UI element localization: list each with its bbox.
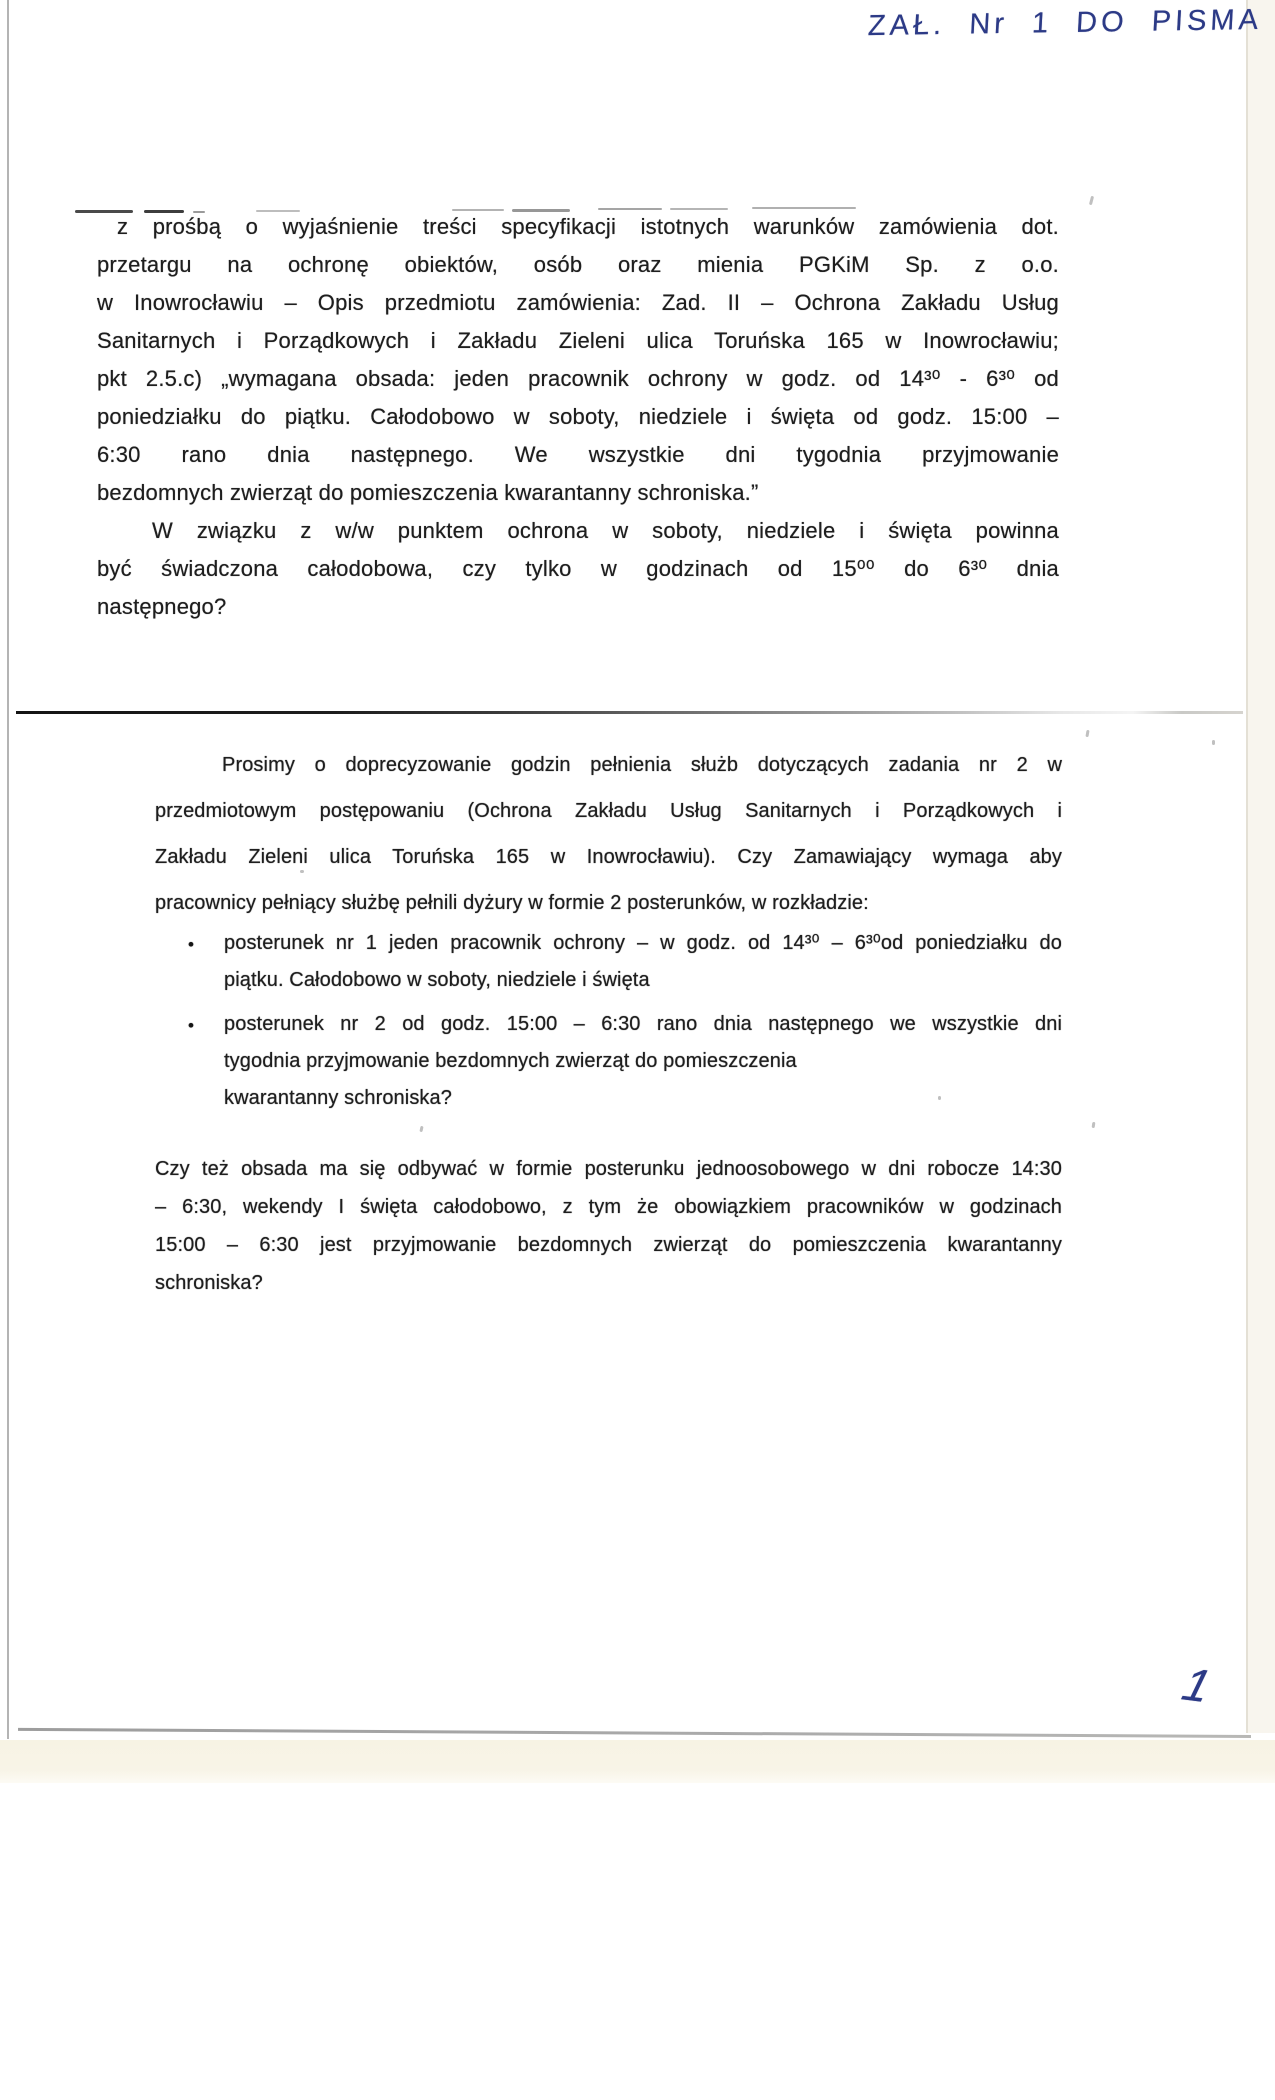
text-line: posterunek nr 2 od godz. 15:00 – 6:30 rano dnia następnego we wszystkie dni xyxy=(224,1013,1062,1035)
page-edge-left xyxy=(7,0,9,1739)
handwritten-annotation: ZAŁ. Nr 1 DO PISMA xyxy=(867,3,1263,43)
text-line: Czy też obsada ma się odbywać w formie posterunku jednoosobowego w dni robocze 14:30 xyxy=(155,1158,1062,1180)
text-line: w Inowrocławiu – Opis przedmiotu zamówienia: Zad. II – Ochrona Zakładu Usług xyxy=(97,290,1059,315)
text-line: Sanitarnych i Porządkowych i Zakładu Zieleni ulica Toruńska 165 w Inowrocławiu; xyxy=(97,328,1059,353)
page-edge-bottom xyxy=(18,1728,1251,1738)
text-line: kwarantanny schroniska? xyxy=(224,1087,452,1109)
text-line: piątku. Całodobowo w soboty, niedziele i święta xyxy=(224,969,650,991)
handwritten-page-number: 1 xyxy=(1177,1658,1217,1712)
text-line: przetargu na ochronę obiektów, osób oraz mienia PGKiM Sp. z o.o. xyxy=(97,252,1059,277)
clarification-paragraph xyxy=(155,742,1062,926)
closing-question-paragraph xyxy=(155,1150,1062,1302)
text-line: pkt 2.5.c) „wymagana obsada: jeden pracownik ochrony w godz. od 14³⁰ - 6³⁰ od xyxy=(97,366,1059,391)
bullet-item xyxy=(155,925,1062,999)
page-edge-right xyxy=(1246,0,1248,1733)
text-line: bezdomnych zwierząt do pomieszczenia kwarantanny schroniska.” xyxy=(97,480,759,505)
text-line: schroniska? xyxy=(155,1272,263,1294)
scanner-background-band xyxy=(0,1740,1275,1783)
text-line: – 6:30, wekendy I święta całodobowo, z tym że obowiązkiem pracowników w godzinach xyxy=(155,1196,1062,1218)
text-line: następnego? xyxy=(97,594,227,619)
text-line: poniedziałku do piątku. Całodobowo w soboty, niedziele i święta od godz. 15:00 – xyxy=(97,404,1059,429)
text-line: być świadczona całodobowa, czy tylko w godzinach od 15⁰⁰ do 6³⁰ dnia xyxy=(97,556,1059,581)
bullet-icon: • xyxy=(188,935,195,954)
intro-paragraph xyxy=(97,208,1059,626)
bullet-list xyxy=(155,925,1062,1124)
text-line: 6:30 rano dnia następnego. We wszystkie dni tygodnia przyjmowanie xyxy=(97,442,1059,467)
text-line: W związku z w/w punktem ochrona w soboty, niedziele i święta powinna xyxy=(152,518,1059,543)
bullet-icon: • xyxy=(188,1016,195,1035)
page-edge-right-strip xyxy=(1248,0,1275,1733)
text-line: tygodnia przyjmowanie bezdomnych zwierząt do pomieszczenia xyxy=(224,1050,797,1072)
text-line: z prośbą o wyjaśnienie treści specyfikacji istotnych warunków zamówienia dot. xyxy=(117,214,1059,239)
text-line: 15:00 – 6:30 jest przyjmowanie bezdomnych zwierząt do pomieszczenia kwarantanny xyxy=(155,1234,1062,1256)
text-line: pracownicy pełniący służbę pełnili dyżury w formie 2 posterunków, w rozkładzie: xyxy=(155,892,869,914)
text-line: posterunek nr 1 jeden pracownik ochrony – w godz. od 14³⁰ – 6³⁰od poniedziałku do xyxy=(224,932,1062,954)
text-line: Zakładu Zieleni ulica Toruńska 165 w Inowrocławiu). Czy Zamawiający wymaga aby xyxy=(155,846,1062,868)
bullet-item xyxy=(155,1006,1062,1117)
section-divider xyxy=(16,711,1243,714)
text-line: przedmiotowym postępowaniu (Ochrona Zakładu Usług Sanitarnych i Porządkowych i xyxy=(155,800,1062,822)
text-line: Prosimy o doprecyzowanie godzin pełnienia służb dotyczących zadania nr 2 w xyxy=(222,754,1062,776)
